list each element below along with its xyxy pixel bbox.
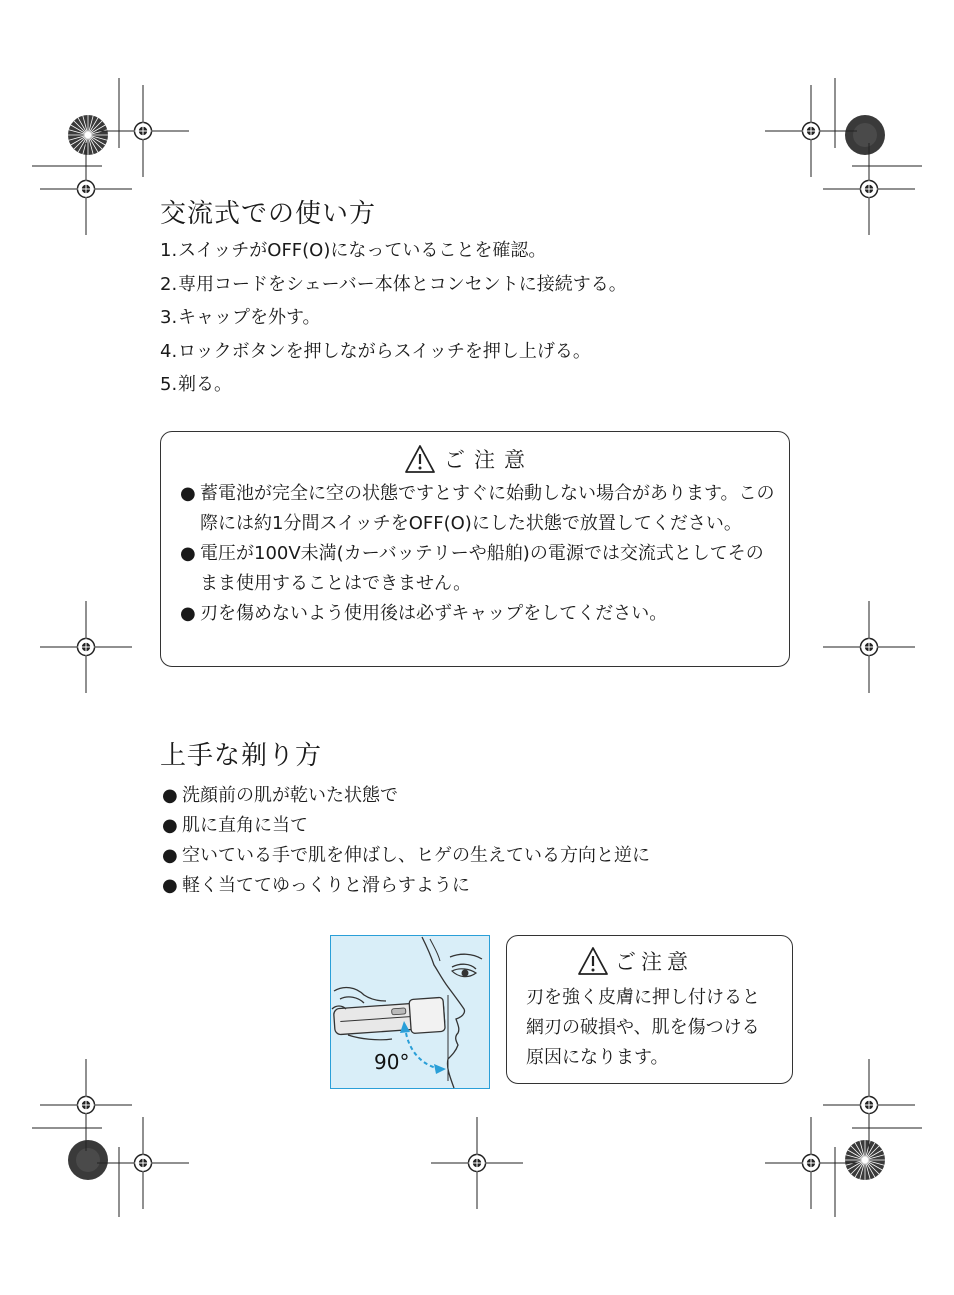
section-title-shaving-tips: 上手な剃り方 [160,741,323,771]
caution-item: ● 電圧が100V未満(カーバッテリーや船舶)の電源では交流式としてそのまま使用することはできません。 [180,543,764,594]
caution-label: ご注意 [444,448,534,472]
caution-item: ● 刃を傷めないよう使用後は必ずキャップをしてください。 [180,603,668,624]
step-item: 2. 専用コードをシェーバー本体とコンセントに接続する。 [160,273,627,295]
shaving-angle-illustration [330,935,490,1089]
angle-label: 90° [374,1050,410,1074]
step-item: 5. 剃る。 [160,374,232,395]
warning-triangle-icon [577,946,609,976]
shaving-tips-list [162,781,650,901]
tip-item: ● 軽く当ててゆっくりと滑らすように [162,875,470,896]
step-item: 4. ロックボタンを押しながらスイッチを押し上げる。 [160,340,591,362]
caution-box-pressure [506,935,793,1084]
caution-header [577,946,693,976]
tip-item: ● 洗顔前の肌が乾いた状態で [162,785,398,806]
caution-text: 刃を強く皮膚に押し付けると 網刃の破損や、肌を傷つける 原因になります。 [526,987,760,1068]
warning-triangle-icon [404,444,436,474]
caution-header [404,444,534,474]
tip-item: ● 空いている手で肌を伸ばし、ヒゲの生えている方向と逆に [162,845,650,866]
caution-box [160,431,790,667]
usage-steps [160,236,627,404]
caution-label: ご注意 [615,950,693,974]
tip-item: ● 肌に直角に当て [162,815,308,836]
section-title-ac-usage: 交流式での使い方 [160,199,377,229]
caution-list [180,479,780,629]
step-item: 3. キャップを外す。 [160,307,321,328]
caution-item: ● 蓄電池が完全に空の状態ですとすぐに始動しない場合があります。この際には約1分間スイッチをOFF(O)にした状態で放置してください。 [180,483,775,534]
step-item: 1. スイッチがOFF(O)になっていることを確認。 [160,240,547,261]
